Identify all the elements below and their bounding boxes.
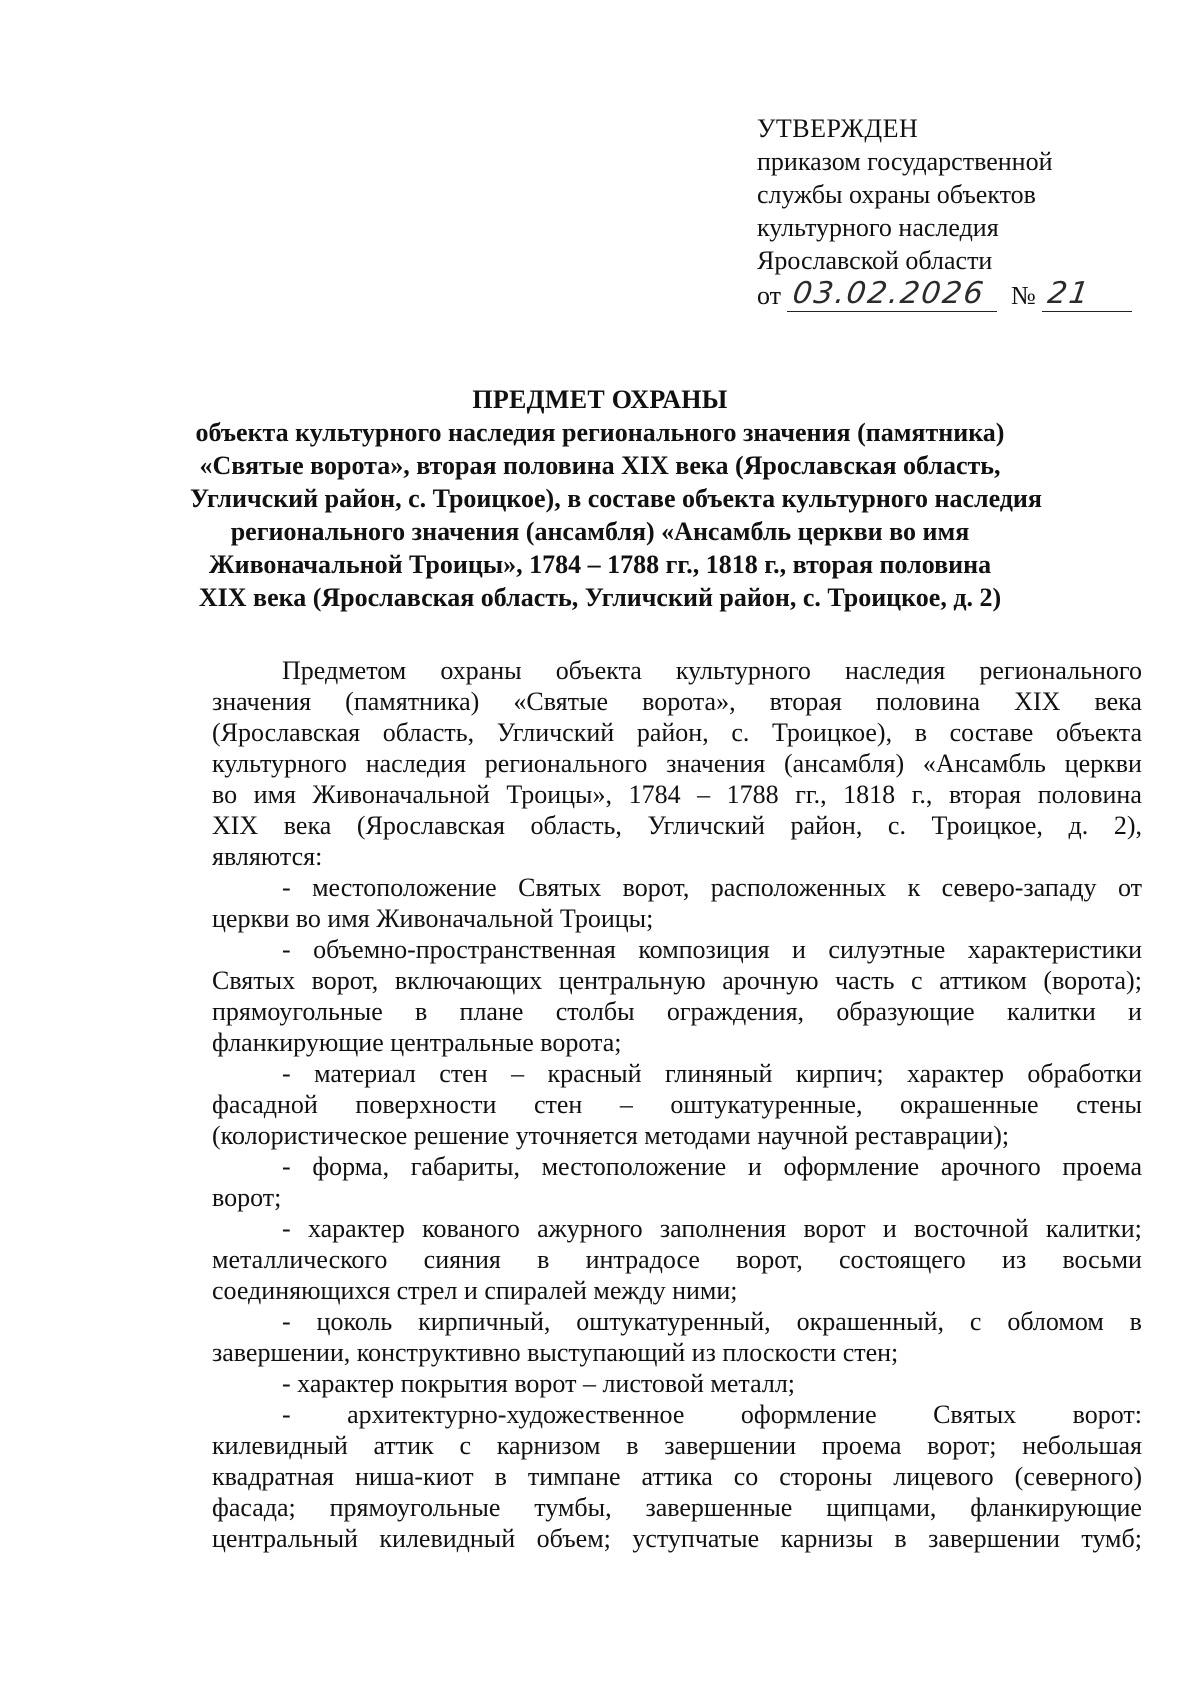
approval-line: службы охраны объектов: [757, 180, 1036, 209]
handwritten-number: 21: [1045, 276, 1093, 311]
body-line: - характер покрытия ворот – листовой металл;: [282, 1369, 796, 1398]
body-line: Предметом охраны объекта культурного наследия регионального: [282, 656, 1142, 685]
body-line: ворот;: [212, 1183, 282, 1212]
body-line: - материал стен – красный глиняный кирпич; характер обработки: [282, 1059, 1142, 1088]
approval-block: [757, 112, 1157, 312]
body-lines: [212, 655, 1142, 1554]
body-line: квадратная ниша-киот в тимпане аттика со стороны лицевого (северного): [212, 1462, 1142, 1491]
body-line: во имя Живоначальной Троицы», 1784 – 1788 гг., 1818 г., вторая половина: [212, 780, 1142, 809]
body-line: являются:: [212, 842, 323, 871]
body-line: культурного наследия регионального значения (ансамбля) «Ансамбль церкви: [212, 749, 1142, 778]
approval-line: приказом государственной: [757, 147, 1053, 176]
title-line: XIX века (Ярославская область, Угличский район, с. Троицкое, д. 2): [198, 583, 1002, 612]
body-line: - объемно-пространственная композиция и силуэтные характеристики: [282, 935, 1142, 964]
approval-date-number-line: [757, 276, 1157, 312]
title-line: объекта культурного наследия регионального значения (памятника): [195, 418, 1005, 447]
body-line: фасада; прямоугольные тумбы, завершенные щипцами, фланкирующие: [212, 1493, 1142, 1522]
body-line: килевидный аттик с карнизом в завершении проема ворот; небольшая: [212, 1431, 1142, 1460]
body-line: значения (памятника) «Святые ворота», вторая половина XIX века: [212, 687, 1142, 716]
body-line: завершении, конструктивно выступающий из плоскости стен;: [212, 1338, 899, 1367]
body-line: фасадной поверхности стен – оштукатуренные, окрашенные стены: [212, 1090, 1142, 1119]
title-line: Угличский район, с. Троицкое), в составе объекта культурного наследия: [190, 484, 1042, 513]
approval-line: культурного наследия: [757, 213, 999, 242]
body-line: - цоколь кирпичный, оштукатуренный, окрашенный, с обломом в: [282, 1307, 1142, 1336]
body-line: соединяющихся стрел и спиралей между ними;: [212, 1276, 738, 1305]
approval-line: Ярославской области: [757, 246, 993, 275]
body-line: - архитектурно-художественное оформление Святых ворот:: [282, 1400, 1142, 1429]
body-line: центральный килевидный объем; уступчатые карнизы в завершении тумб;: [212, 1524, 1142, 1553]
number-sign: №: [1011, 281, 1036, 310]
body-line: фланкирующие центральные ворота;: [212, 1028, 622, 1057]
title-line: Живоначальной Троицы», 1784 – 1788 гг., 1818 г., вторая половина: [208, 550, 992, 579]
body-line: металлического сияния в интрадосе ворот, состоящего из восьми: [212, 1245, 1142, 1274]
number-field: [1042, 276, 1132, 312]
body-line: - характер кованого ажурного заполнения ворот и восточной калитки;: [282, 1214, 1142, 1243]
body-line: Святых ворот, включающих центральную арочную часть с аттиком (ворота);: [212, 966, 1142, 995]
handwritten-date: 03.02.2026: [790, 276, 988, 311]
body-line: XIX века (Ярославская область, Угличский район, с. Троицкое, д. 2),: [212, 811, 1142, 840]
approval-heading: УТВЕРЖДЕН: [757, 114, 919, 143]
body-line: (колористическое решение уточняется методами научной реставрации);: [212, 1121, 1010, 1150]
body-line: (Ярославская область, Угличский район, с. Троицкое), в составе объекта: [212, 718, 1142, 747]
body-line: церкви во имя Живоначальной Троицы;: [212, 904, 654, 933]
title-line: «Святые ворота», вторая половина XIX века (Ярославская область,: [199, 451, 1001, 480]
date-field: [787, 276, 997, 312]
document-body: [212, 655, 1142, 1554]
title-heading: ПРЕДМЕТ ОХРАНЫ: [472, 385, 728, 414]
date-prefix: от: [757, 281, 782, 310]
body-line: - форма, габариты, местоположение и оформление арочного проема: [282, 1152, 1142, 1181]
title-line: регионального значения (ансамбля) «Ансамбль церкви во имя: [230, 517, 970, 546]
body-line: - местоположение Святых ворот, расположенных к северо-западу от: [282, 873, 1142, 902]
document-title: [190, 383, 1042, 614]
body-line: прямоугольные в плане столбы ограждения, образующие калитки и: [212, 997, 1142, 1026]
